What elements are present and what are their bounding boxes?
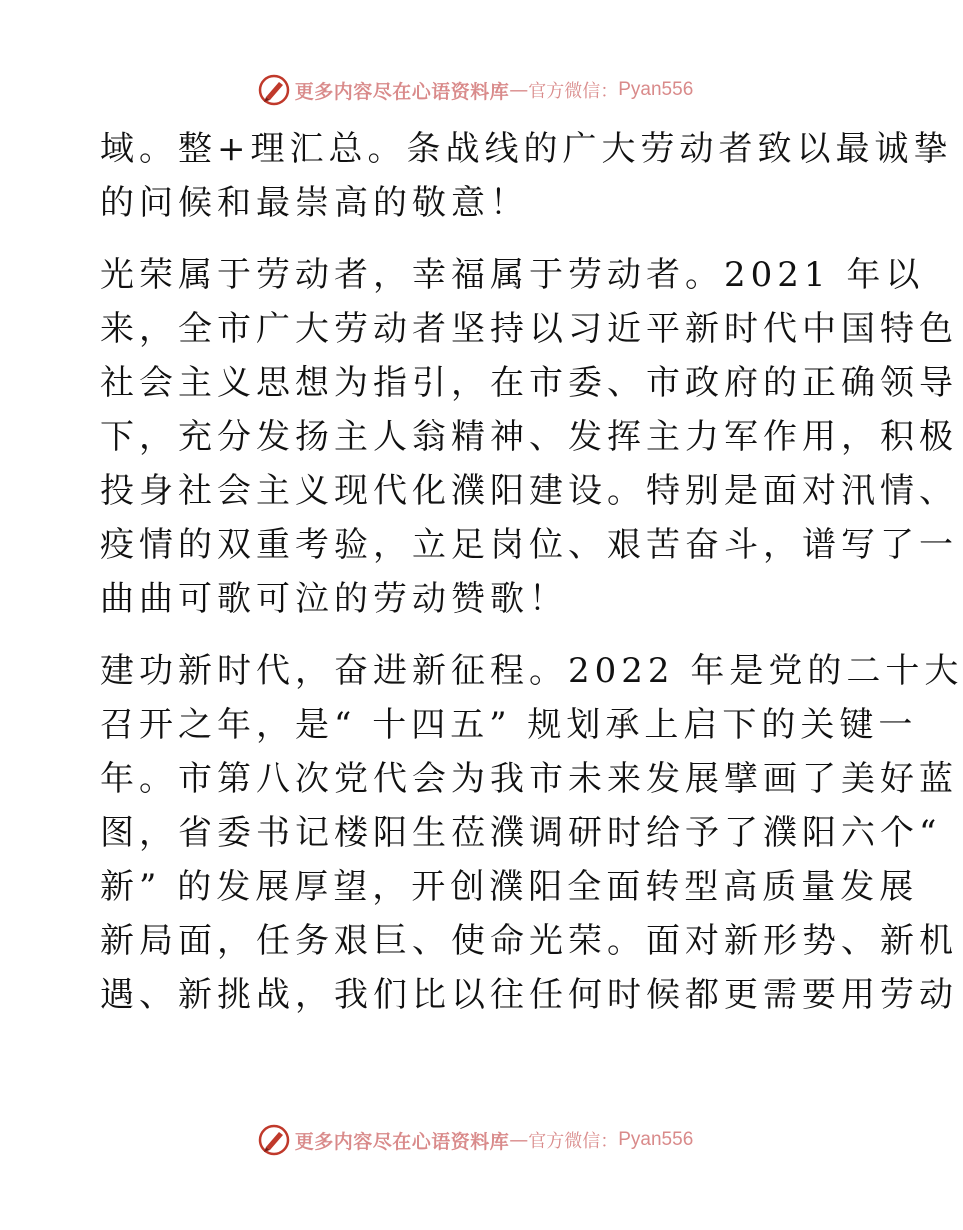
- footer-watermark: [0, 1122, 950, 1158]
- text-line: 的问候和最崇高的敬意！: [100, 183, 529, 223]
- text-line: 新” 的发展厚望，开创濮阳全面转型高质量发展: [100, 867, 919, 907]
- paragraph-3: [100, 644, 963, 1022]
- text-line: 下，充分发扬主人翁精神、发挥主力军作用，积极: [100, 417, 958, 457]
- watermark-text: 更多内容尽在心语资料库: [294, 1130, 510, 1153]
- watermark-handle: Pyan556: [618, 79, 694, 100]
- watermark-label: 官方微信：: [528, 1131, 619, 1152]
- text-line: 遇、新挑战，我们比以往任何时候都更需要用劳动: [100, 975, 958, 1015]
- watermark-dash: —: [509, 79, 529, 101]
- text-line: 社会主义思想为指引，在市委、市政府的正确领导: [100, 363, 958, 403]
- logo-icon: [257, 73, 291, 107]
- watermark-handle: Pyan556: [618, 1129, 694, 1150]
- text-line: 来，全市广大劳动者坚持以习近平新时代中国特色: [100, 309, 958, 349]
- logo-icon: [257, 1123, 291, 1157]
- text-line: 曲曲可歌可泣的劳动赞歌！: [100, 579, 568, 619]
- text-line: 光荣属于劳动者，幸福属于劳动者。2021 年以: [100, 255, 925, 295]
- header-watermark: [0, 72, 950, 108]
- text-line: 新局面，任务艰巨、使命光荣。面对新形势、新机: [100, 921, 958, 961]
- text-line: 投身社会主义现代化濮阳建设。特别是面对汛情、: [100, 471, 958, 511]
- watermark-text: 更多内容尽在心语资料库: [294, 80, 510, 103]
- text-line: 域。整+理汇总。条战线的广大劳动者致以最诚挚: [100, 129, 953, 169]
- text-line: 年。市第八次党代会为我市未来发展擘画了美好蓝: [100, 759, 958, 799]
- paragraph-2: [100, 248, 958, 626]
- text-line: 图，省委书记楼阳生莅濮调研时给予了濮阳六个“: [100, 813, 942, 853]
- text-line: 疫情的双重考验，立足岗位、艰苦奋斗，谱写了一: [100, 525, 958, 565]
- watermark-label: 官方微信：: [528, 81, 619, 102]
- text-line: 召开之年，是“ 十四五” 规划承上启下的关键一: [100, 705, 918, 745]
- text-line: 建功新时代，奋进新征程。2022 年是党的二十大: [100, 651, 963, 691]
- watermark-dash: —: [509, 1129, 529, 1151]
- document-body: [100, 122, 963, 1040]
- paragraph-1: [100, 122, 953, 230]
